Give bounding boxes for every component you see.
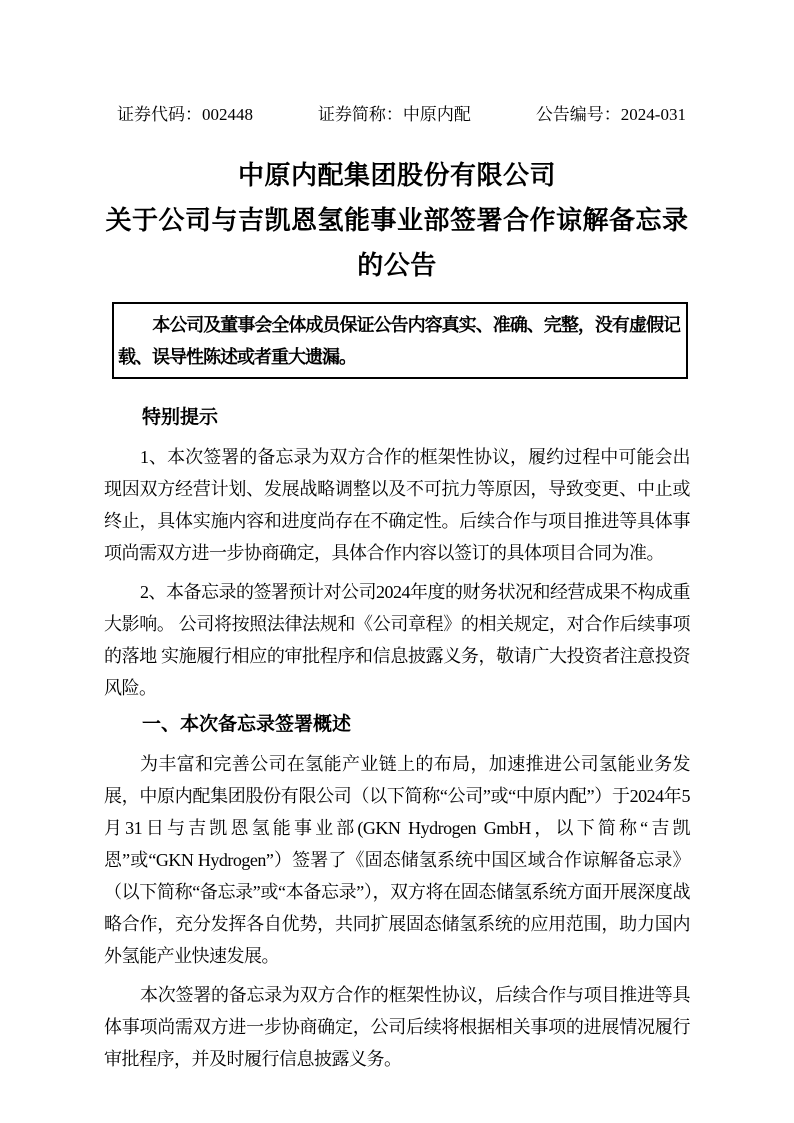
stock-code-label: 证券代码：002448 — [117, 105, 253, 124]
title-line-company: 中原内配集团股份有限公司 — [237, 160, 556, 190]
document-title — [104, 153, 690, 288]
board-guarantee-notice-box — [112, 302, 688, 379]
special-note-paragraph-1: 1、本次签署的备忘录为双方合作的框架性协议，履约过程中可能会出现因双方经营计划、发展战略调整以及不可抗力等原因，导致变更、中止或终止，具体实施内容和进度尚存在不确定性。后续合作与项目推进等具体事项尚需双方进一步协商确定，具体合作内容以签订的具体项目合同为准。 — [104, 447, 690, 563]
special-note-paragraph-2: 2、本备忘录的签署预计对公司2024年度的财务状况和经营成果不构成重大影响。 公司将按照法律法规和《公司章程》的相关规定，对合作后续事项的落地 实施履行相应的审批程序和信息披露义务，敬请广大投资者注意投资风险。 — [104, 582, 690, 698]
section-one-paragraph-2: 本次签署的备忘录为双方合作的框架性协议，后续合作与项目推进等具体事项尚需双方进一步协商确定，公司后续将根据相关事项的进展情况履行审批程序，并及时履行信息披露义务。 — [104, 985, 690, 1069]
section-one-heading: 一、本次备忘录签署概述 — [142, 714, 352, 735]
document-header — [104, 105, 690, 125]
stock-short-name-label: 证券简称：中原内配 — [317, 105, 471, 124]
section-one-paragraph-1: 为丰富和完善公司在氢能产业链上的布局，加速推进公司氢能业务发展，中原内配集团股份有限公司（以下简称“公司”或“中原内配”）于2024年5月31日与吉凯恩氢能事业部(GKN Hydrogen GmbH，以下简称“吉凯恩”或“GKN Hydrogen”）签署了《固态储氢系统中国区域合作谅解备忘录》（以下简称“备忘录”或“本备忘录”），双方将在固态储氢系统方面开展深度战略合作，充分发挥各自优势，共同扩展固态储氢系统的应用范围，助力国内外氢能产业快速发展。 — [104, 754, 690, 966]
board-guarantee-text: 本公司及董事会全体成员保证公告内容真实、准确、完整，没有虚假记载、误导性陈述或者重大遗漏。 — [118, 315, 680, 367]
title-line-subject: 关于公司与吉凯恩氢能事业部签署合作谅解备忘录 — [105, 205, 689, 235]
special-note-heading: 特别提示 — [142, 407, 219, 428]
announcement-number-label: 公告编号：2024-031 — [535, 105, 686, 124]
title-line-announcement: 的公告 — [357, 250, 437, 280]
